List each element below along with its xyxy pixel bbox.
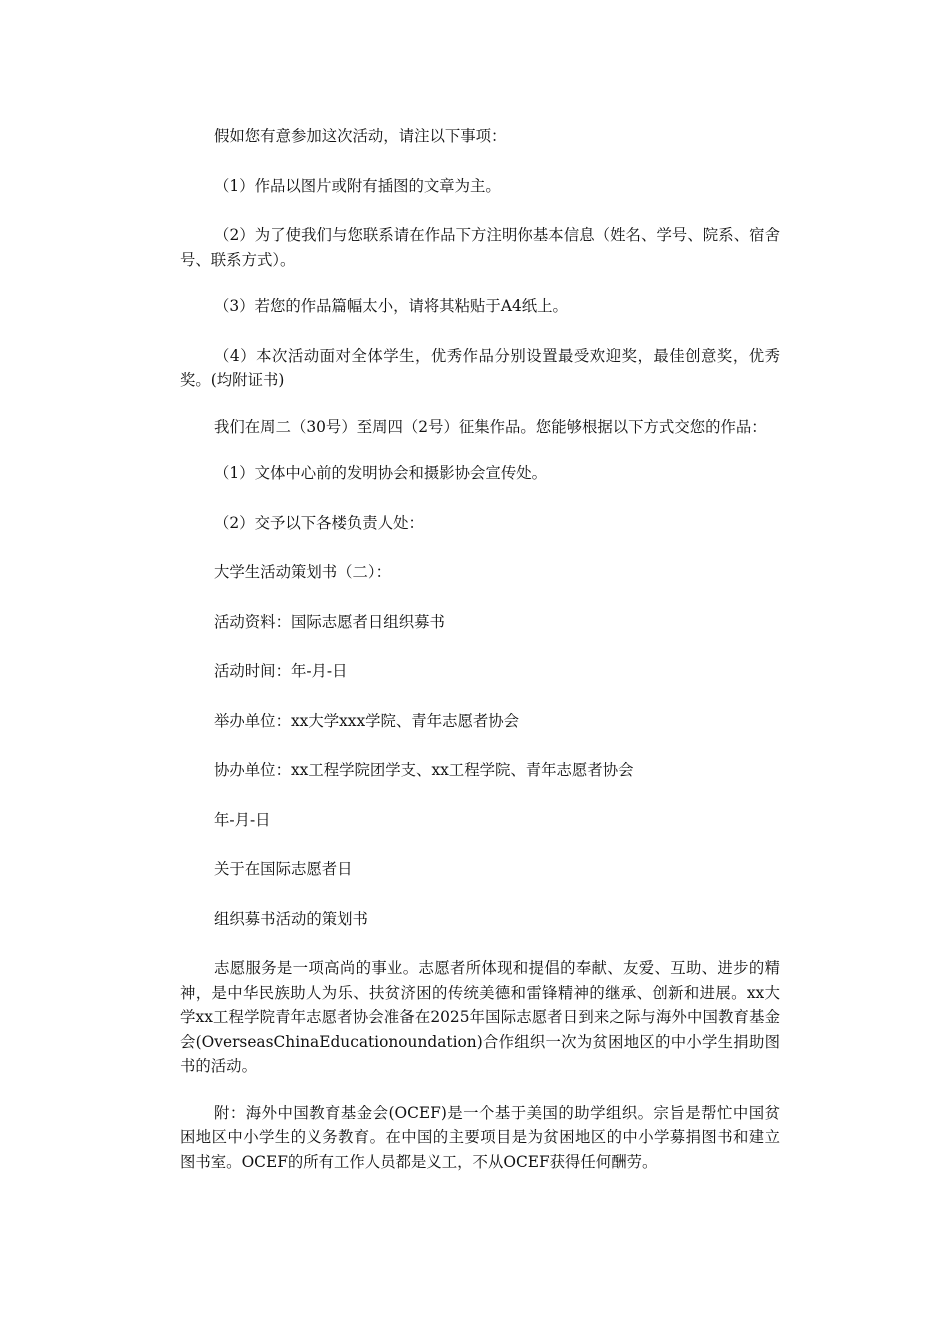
document-body xyxy=(180,124,780,1196)
section-heading: 大学生活动策划书（二）： xyxy=(214,563,391,581)
paragraph-item-2: （2）为了使我们与您联系请在作品下方注明你基本信息（姓名、学号、院系、宿舍号、联系方式）。 xyxy=(180,226,780,269)
paragraph-ocef-note: 附：海外中国教育基金会(OCEF)是一个基于美国的助学组织。宗旨是帮忙中国贫困地区中小学生的义务教育。在中国的主要项目是为贫困地区的中小学募捐图书和建立图书室。OCEF的所有工作人员都是义工，不从OCEF获得任何酬劳。 xyxy=(180,1103,780,1171)
paragraph-submit-2: （2）交予以下各楼负责人处： xyxy=(214,513,424,532)
plan-title-line-2: 组织募书活动的策划书 xyxy=(214,909,368,928)
co-organizer: 协办单位：xx工程学院团学支、xx工程学院、青年志愿者协会 xyxy=(214,761,634,779)
paragraph-submit-1: （1）文体中心前的发明协会和摄影协会宣传处。 xyxy=(214,464,547,482)
paragraph-item-4: （4）本次活动面对全体学生，优秀作品分别设置最受欢迎奖，最佳创意奖，优秀奖。(均附证书) xyxy=(180,346,780,389)
paragraph-item-3: （3）若您的作品篇幅太小，请将其粘贴于A4纸上。 xyxy=(214,297,568,315)
organizer: 举办单位：xx大学xxx学院、青年志愿者协会 xyxy=(214,711,520,730)
paragraph-item-1: （1）作品以图片或附有插图的文章为主。 xyxy=(214,176,501,195)
date-line: 年-月-日 xyxy=(214,810,271,829)
plan-title-line-1: 关于在国际志愿者日 xyxy=(214,860,353,878)
activity-content: 活动资料：国际志愿者日组织募书 xyxy=(214,612,445,631)
paragraph-notice-intro: 假如您有意参加这次活动，请注以下事项： xyxy=(214,127,507,145)
paragraph-volunteer-service: 志愿服务是一项高尚的事业。志愿者所体现和提倡的奉献、友爱、互助、进步的精神，是中华民族助人为乐、扶贫济困的传统美德和雷锋精神的继承、创新和进展。xx大学xx工程学院青年志愿者协会准备在2025年国际志愿者日到来之际与海外中国教育基金会(OverseasChinaEducationoundation)合作组织一次为贫困地区的中小学生捐助图书的活动。 xyxy=(180,959,780,1075)
paragraph-collection-time: 我们在周二（30号）至周四（2号）征集作品。您能够根据以下方式交您的作品： xyxy=(214,417,767,436)
activity-time: 活动时间：年-月-日 xyxy=(214,662,348,680)
